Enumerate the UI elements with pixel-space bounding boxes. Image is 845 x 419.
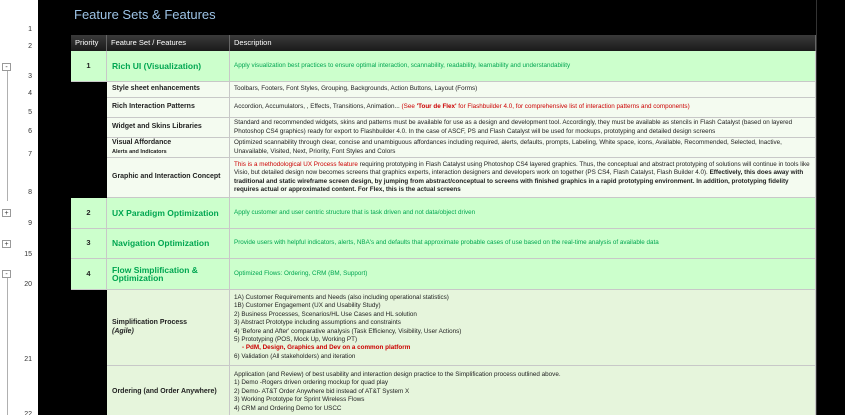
feature-cell[interactable]: Ordering (and Order Anywhere) xyxy=(107,366,230,419)
row-number[interactable]: 20 xyxy=(24,281,32,288)
priority-cell[interactable]: 2 xyxy=(71,198,107,229)
description-cell[interactable] xyxy=(230,366,816,419)
priority-cell[interactable]: 4 xyxy=(71,259,107,290)
feature-cell[interactable] xyxy=(107,290,230,366)
description-cell[interactable]: Standard and recommended widgets, skins and patterns must be available for use as a design and development tool. Accordingly, they must be available as stencils in Flash Catalyst (based on layered Photoshop CS4 graphics) ready for export to Flashbuilder 4.0. In the case of ASCF, PS and Flash Catalyst will be used for mockups, prototyping and detailed design screens xyxy=(230,118,816,138)
list-item: 4) CRM and Ordering Demo for USCC xyxy=(234,404,342,412)
outline-bracket-line xyxy=(7,278,8,415)
feature-cell[interactable] xyxy=(107,229,230,259)
feature-cell[interactable]: Rich Interaction Patterns xyxy=(107,98,230,118)
description-cell[interactable] xyxy=(230,290,816,366)
row-number[interactable]: 21 xyxy=(24,356,32,363)
row-header-gutter xyxy=(0,0,39,419)
list-item: 3) Abstract Prototype including assumptions and constraints xyxy=(234,319,401,327)
feature-cell[interactable] xyxy=(107,259,230,290)
list-item: Application (and Review) of best usability and interaction design practice to the Simplification process outlined above. xyxy=(234,371,561,378)
description-text-bold: Effectively, this does away with traditional and static wireframe screen design, by jumping from abstract/conceptual to screens with finished graphics in a rapid prototyping environment. In addition, prototyping fidelity requires actual or approximated content. For Flex, this is the actual screens xyxy=(234,169,804,193)
row-number[interactable]: 1 xyxy=(28,26,32,33)
list-item: 3) Working Prototype for Sprint Wireless Flows xyxy=(234,396,365,404)
description-cell[interactable]: Apply visualization best practices to ensure optimal interaction, scannability, readability, learnability and understandability xyxy=(230,51,816,82)
feature-label: Navigation Optimization xyxy=(112,238,210,249)
sheet-title: Feature Sets & Features xyxy=(74,7,216,22)
outline-expand-button[interactable]: + xyxy=(2,240,11,248)
outline-collapse-button[interactable]: - xyxy=(2,270,11,278)
feature-cell[interactable] xyxy=(107,138,230,158)
feature-label: Simplification Process xyxy=(112,319,188,327)
description-cell[interactable] xyxy=(230,98,816,118)
description-text xyxy=(234,103,813,111)
feature-sublabel: Alerts and Indicators xyxy=(112,148,167,155)
description-text-part: Accordion, Accumulators, , Effects, Transitions, Animation... xyxy=(234,103,402,111)
description-cell[interactable]: Optimized scannability through clear, concise and unambiguous affordances including required, alerts, defaults, prompts, Labeling, White space, icons, Available, Recommended, Selected, Inactive, Unavailable, Visited, Next, Priority, Font Styles and Colors xyxy=(230,138,816,158)
feature-cell[interactable] xyxy=(107,198,230,229)
list-item: 1A) Customer Requirements and Needs (also including operational statistics) xyxy=(234,293,449,301)
row-number[interactable]: 3 xyxy=(28,73,32,80)
description-text xyxy=(234,161,813,195)
row-number[interactable]: 15 xyxy=(24,251,32,258)
feature-cell[interactable]: Widget and Skins Libraries xyxy=(107,118,230,138)
row-number[interactable]: 9 xyxy=(28,220,32,227)
description-cell[interactable]: Provide users with helpful indicators, alerts, NBA's and defaults that approximate probable cases of use based on the real-time analysis of available data xyxy=(230,229,816,259)
feature-cell[interactable] xyxy=(107,51,230,82)
list-item: 2) Demo- AT&T Order Anywhere bid instead of AT&T System X xyxy=(234,387,410,395)
row-number[interactable]: 4 xyxy=(28,90,32,97)
list-item: 4) 'Before and After' comparative analysis (Task Efficiency, Visibility, User Actions) xyxy=(234,327,462,335)
feature-label: Rich UI (Visualization) xyxy=(112,60,202,71)
outline-bracket-line xyxy=(7,71,8,201)
feature-cell[interactable]: Graphic and Interaction Concept xyxy=(107,158,230,198)
description-cell[interactable]: Toolbars, Footers, Font Styles, Grouping, Backgrounds, Action Buttons, Layout (Forms) xyxy=(230,82,816,98)
tour-de-flex-link: 'Tour de Flex' xyxy=(416,103,457,111)
outline-expand-button[interactable]: + xyxy=(2,209,11,217)
feature-cell[interactable]: Style sheet enhancements xyxy=(107,82,230,98)
row-number[interactable]: 2 xyxy=(28,43,32,50)
description-text-red: This is a methodological UX Process feature xyxy=(234,160,358,168)
feature-label: Flow Simplification & Optimization xyxy=(112,264,198,283)
feature-label: Visual Affordance xyxy=(112,139,172,147)
spreadsheet-grid xyxy=(38,0,816,419)
priority-cell[interactable]: 1 xyxy=(71,51,107,82)
description-cell[interactable]: Optimized Flows: Ordering, CRM (BM, Support) xyxy=(230,259,816,290)
description-text-red: for Flashbuilder 4.0, for comprehensive list of interaction patterns and components) xyxy=(456,103,690,111)
row-number[interactable]: 8 xyxy=(28,189,32,196)
bottom-edge xyxy=(0,415,845,419)
right-pane xyxy=(816,0,845,419)
header-feature-set: Feature Set / Features xyxy=(107,35,230,51)
list-item-highlight: - PdM, Design, Graphics and Dev on a common platform xyxy=(242,344,411,352)
list-item: 1B) Customer Engagement (UX and Usability Study) xyxy=(234,302,381,310)
list-item: 5) Prototyping (POS, Mock Up, Working PT) xyxy=(234,335,358,343)
list-item: 2) Business Processes, Scenarios/HL Use Cases and HL solution xyxy=(234,310,417,318)
header-priority: Priority xyxy=(71,35,107,51)
header-description: Description xyxy=(230,35,816,51)
description-cell[interactable]: Apply customer and user centric structure that is task driven and not data/object driven xyxy=(230,198,816,229)
description-text-red: (See xyxy=(401,103,417,111)
description-text-part: requiring prototyping in Flash Catalyst using Photoshop CS4 layered graphics. Thus, the conceptual and abstract prototyping of solutions will continue in tools like Visio, but detailed design now becomes screens that graphics experts, interaction designers and developers work on together (PS CS4, Flash Catalyst, Flash Builder 4.0). xyxy=(234,160,810,177)
priority-cell[interactable]: 3 xyxy=(71,229,107,259)
row-number[interactable]: 7 xyxy=(28,151,32,158)
outline-collapse-button[interactable]: - xyxy=(2,63,11,71)
description-cell[interactable] xyxy=(230,158,816,198)
feature-label: UX Paradigm Optimization xyxy=(112,207,219,218)
feature-sublabel: (Agile) xyxy=(112,327,134,335)
row-number[interactable]: 6 xyxy=(28,128,32,135)
list-item: 6) Validation (All stakeholders) and iteration xyxy=(234,352,356,360)
list-item: 1) Demo -Rogers driven ordering mockup for quad play xyxy=(234,379,388,387)
row-number[interactable]: 5 xyxy=(28,109,32,116)
